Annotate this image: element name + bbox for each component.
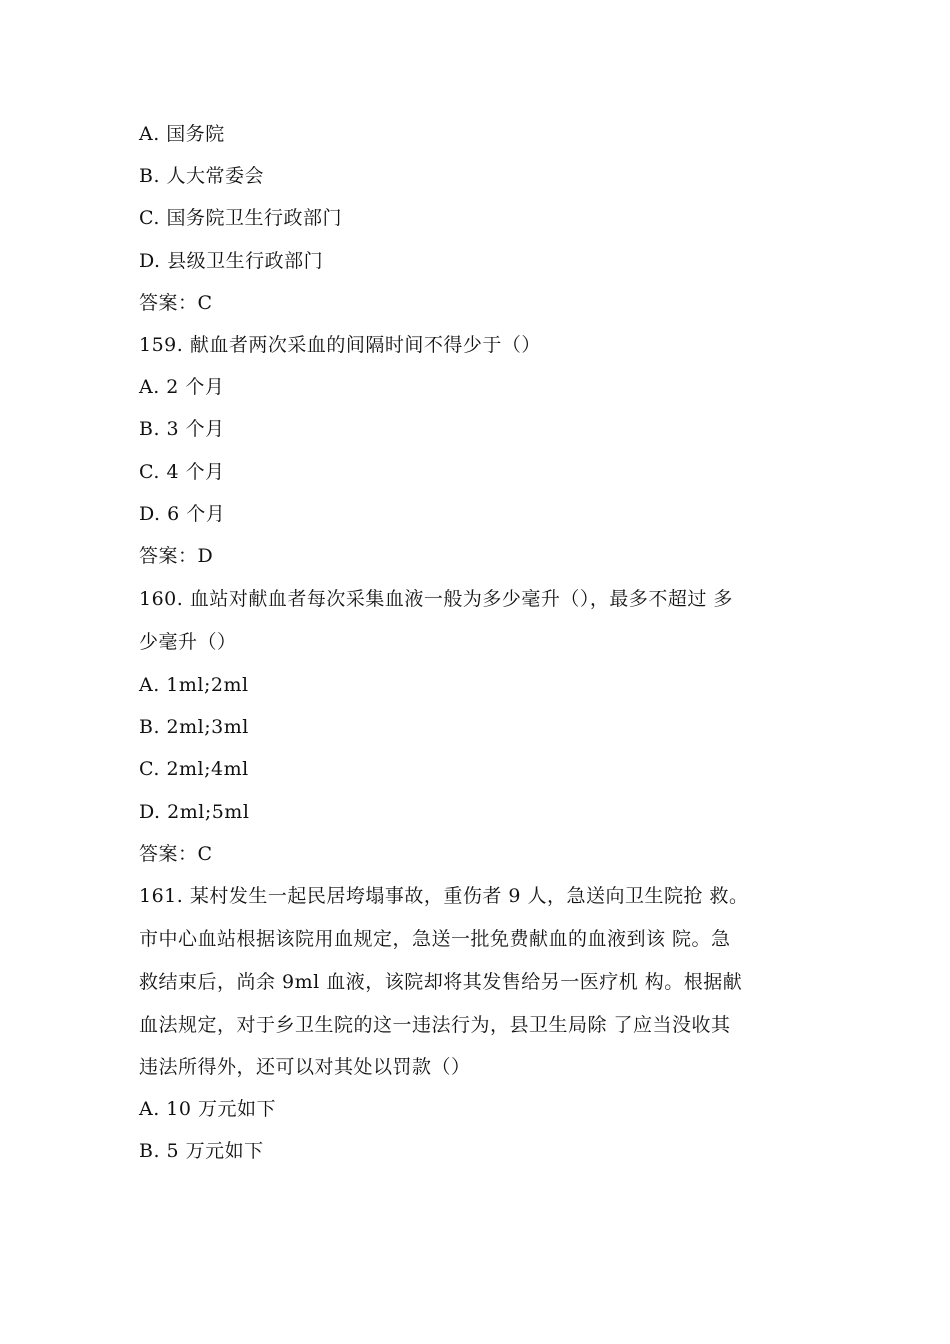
option-d-line: D. 县级卫生行政部门 [139, 250, 324, 272]
option-c-line: C. 2ml;4ml [139, 758, 249, 780]
question-160-continued: 少毫升（） [139, 631, 237, 653]
question-161-continued: 救结束后，尚余 9ml 血液，该院却将其发售给另一医疗机 构。根据献 [139, 971, 743, 993]
question-159: 159. 献血者两次采血的间隔时间不得少于（） [139, 334, 541, 356]
question-161-continued: 血法规定，对于乡卫生院的这一违法行为，县卫生局除 了应当没收其 [139, 1014, 731, 1036]
question-161-continued: 市中心血站根据该院用血规定，急送一批免费献血的血液到该 院。急 [139, 928, 731, 950]
option-c-line: C. 4 个月 [139, 461, 225, 483]
answer-line: 答案：C [139, 292, 213, 314]
option-b-line: B. 2ml;3ml [139, 716, 249, 738]
option-b-line: B. 人大常委会 [139, 165, 265, 187]
question-161: 161. 某村发生一起民居垮塌事故，重伤者 9 人，急送向卫生院抢 救。 [139, 885, 749, 907]
option-a-line: A. 1ml;2ml [139, 674, 249, 696]
answer-line: 答案：C [139, 843, 213, 865]
option-d-line: D. 2ml;5ml [139, 801, 250, 823]
question-161-continued: 违法所得外，还可以对其处以罚款（） [139, 1056, 471, 1078]
option-a-line: A. 10 万元如下 [139, 1098, 277, 1120]
option-b-line: B. 3 个月 [139, 418, 225, 440]
answer-line: 答案：D [139, 545, 214, 567]
option-b-line: B. 5 万元如下 [139, 1140, 264, 1162]
option-c-line: C. 国务院卫生行政部门 [139, 207, 342, 229]
option-a-line: A. 国务院 [139, 123, 225, 145]
option-d-line: D. 6 个月 [139, 503, 226, 525]
option-a-line: A. 2 个月 [139, 376, 225, 398]
question-160: 160. 血站对献血者每次采集血液一般为多少毫升（），最多不超过 多 [139, 588, 733, 610]
